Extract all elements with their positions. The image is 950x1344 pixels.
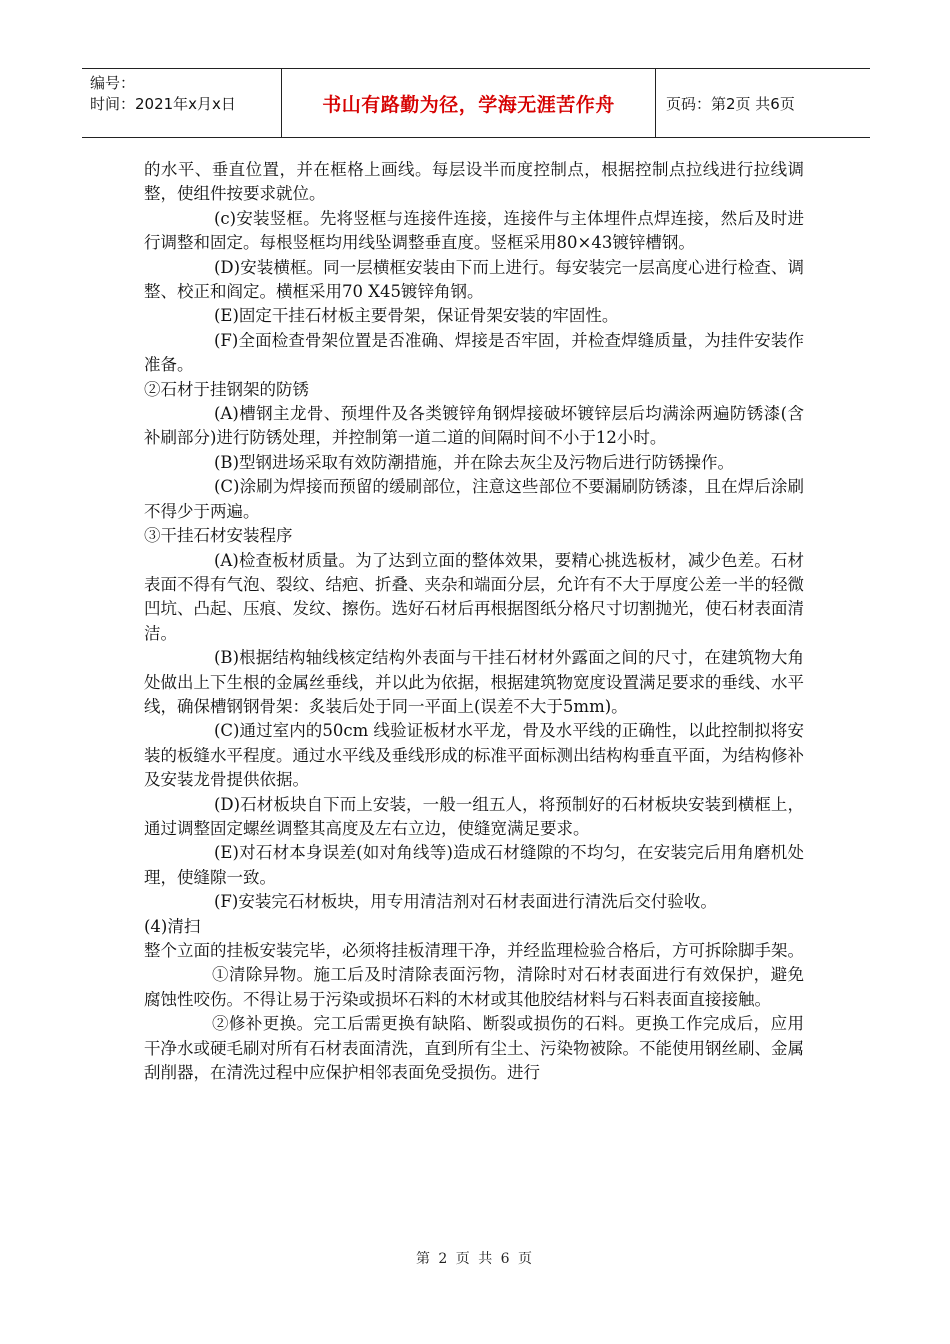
paragraph: (B)根据结构轴线核定结构外表面与干挂石材材外露面之间的尺寸，在建筑物大角处做出上下生根的金属丝垂线，并以此为依据，根据建筑物宽度设置满足要求的垂线、水平线，确保槽钢钢骨架：炙装后处于同一平面上(误差不大于5mm)。 [144,648,804,716]
paragraph: ①清除异物。施工后及时清除表面污物，清除时对石材表面进行有效保护，避免腐蚀性咬伤。不得让易于污染或损坏石料的木材或其他胶结材料与石料表面直接接触。 [144,965,804,1009]
paragraph: (F)安装完石材板块，用专用清洁剂对石材表面进行清洗后交付验收。 [214,892,717,912]
header-left-cell [90,73,280,115]
code-label: 编号： [90,74,136,92]
paragraph: (A)槽钢主龙骨、预埋件及各类镀锌角钢焊接破坏镀锌层后均满涂两遍防锈漆(含补刷部分)进行防锈处理，并控制第一道二道的间隔时间不小于12小时。 [144,404,804,448]
paragraph: (c)安装竖框。先将竖框与连接件连接，连接件与主体埋件点焊连接，然后及时进行调整和固定。每根竖框均用线坠调整垂直度。竖框采用80×43镀锌槽钢。 [144,208,804,253]
paragraph: (C)涂刷为焊接而预留的缓刷部位，注意这些部位不要漏刷防锈漆，且在焊后涂刷不得少于两遍。 [144,477,804,521]
header-motto: 书山有路勤为径，学海无涯苦作舟 [322,93,615,116]
paragraph: (C)通过室内的50cm 线验证板材水平龙，骨及水平线的正确性，以此控制拟将安装的板缝水平程度。通过水平线及垂线形成的标准平面标测出结构构垂直平面，为结构修补及安装龙骨提供依据。 [144,721,804,790]
paragraph: (D)石材板块自下而上安装，一般一组五人，将预制好的石材板块安装到横框上，通过调整固定螺丝调整其高度及左右立边，使缝宽满足要求。 [144,794,804,838]
paragraph: (F)全面检查骨架位置是否准确、焊接是否牢固，并检查焊缝质量，为挂件安装作准备。 [144,330,804,375]
paragraph: (4)清扫 [144,916,201,936]
header-table [82,68,870,138]
page-footer: 第 2 页 共 6 页 [415,1251,535,1267]
paragraph: ③干挂石材安装程序 [144,526,293,546]
paragraph: (D)安装横框。同一层横框安装由下而上进行。每安装完一层高度心进行检查、调整、校正和阎定。横框采用70 X45镀锌角钢。 [144,257,804,302]
paragraph: (A)检查板材质量。为了达到立面的整体效果，要精心挑选板材，减少色差。石材表面不得有气泡、裂纹、结疤、折叠、夹杂和端面分层，允许有不大于厚度公差一半的轻微凹坑、凸起、压痕、发纹、擦伤。选好石材后再根据图纸分格尺寸切割抛光，使石材表面清洁。 [144,550,804,643]
paragraph: (E)对石材本身误差(如对角线等)造成石材缝隙的不均匀，在安装完后用角磨机处理，使缝隙一致。 [144,843,804,887]
date-label: 时间：2021年x月x日 [90,95,236,113]
header-page-number: 页码：第2页 共6页 [666,94,795,113]
paragraph: 的水平、垂直位置，并在框格上画线。每层设半而度控制点，根据控制点拉线进行拉线调整，使组件按要求就位。 [144,160,804,204]
document-body [144,158,804,1085]
paragraph: (E)固定干挂石材板主要骨架，保证骨架安装的牢固性。 [214,306,619,326]
paragraph: 整个立面的挂板安装完毕，必须将挂板清理干净，并经监理检验合格后，方可拆除脚手架。 [144,941,804,960]
paragraph: ②石材于挂钢架的防锈 [144,379,309,399]
paragraph: (B)型钢进场采取有效防潮措施，并在除去灰尘及污物后进行防锈操作。 [214,452,734,472]
paragraph: ②修补更换。完工后需更换有缺陷、断裂或损伤的石料。更换工作完成后，应用干净水或硬毛刷对所有石材表面清洗，直到所有尘土、污染物被除。不能使用钢丝刷、金属刮削器，在清洗过程中应保护相邻表面免受损伤。进行 [144,1014,804,1083]
